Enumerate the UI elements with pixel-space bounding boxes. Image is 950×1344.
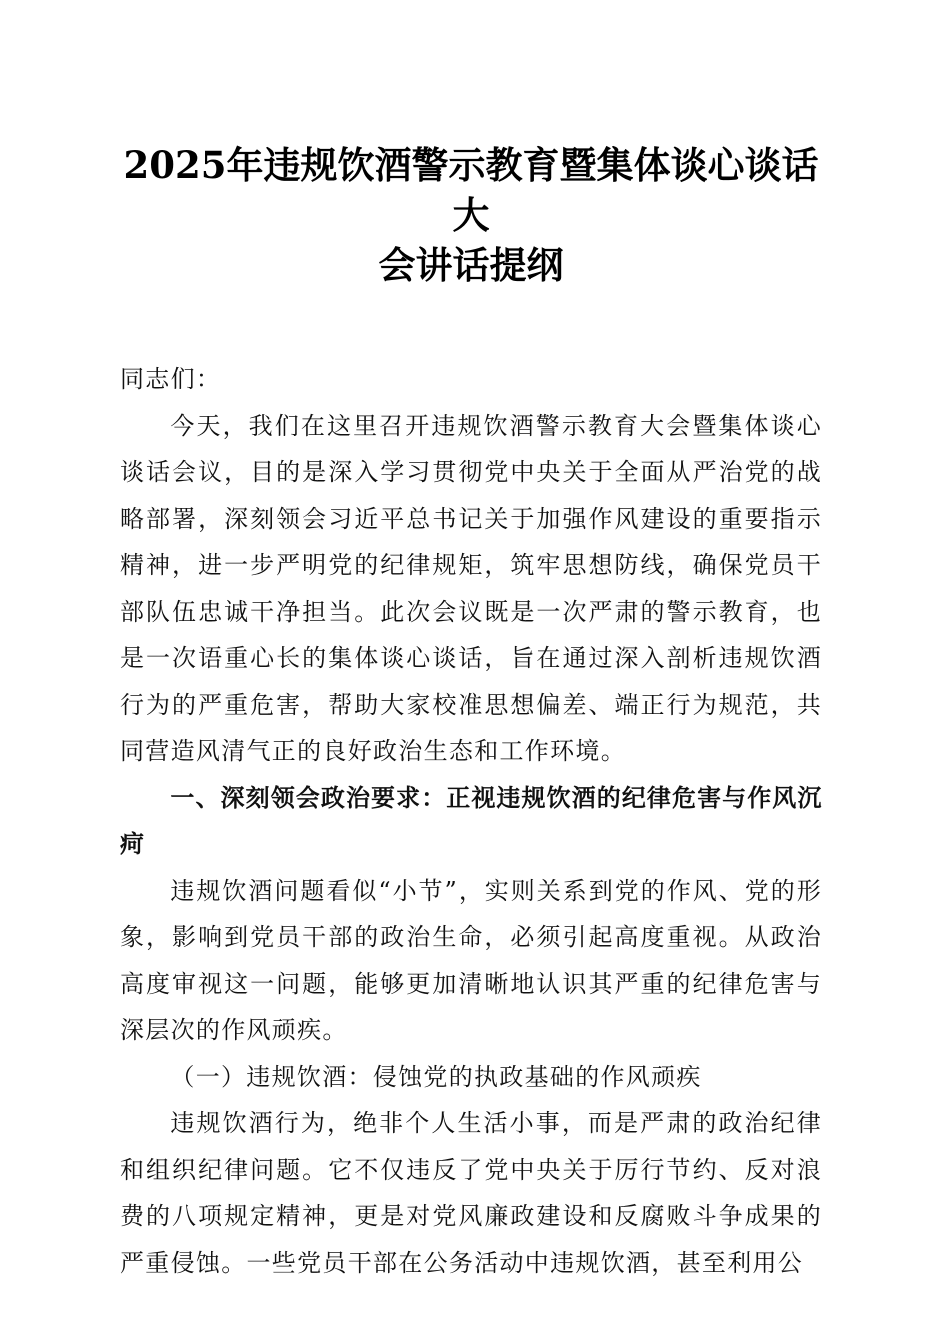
title-line-1: 2025年违规饮酒警示教育暨集体谈心谈话大 xyxy=(123,143,819,237)
section-1-paragraph: 违规饮酒问题看似“小节”，实则关系到党的作风、党的形象，影响到党员干部的政治生命，必须引起高度重视。从政治高度审视这一问题，能够更加清晰地认识其严重的纪律危害与深层次的作风顽疾。 xyxy=(120,876,822,1044)
document-title xyxy=(120,140,822,290)
subsection-heading-1: （一）违规饮酒：侵蚀党的执政基础的作风顽疾 xyxy=(170,1062,702,1091)
intro-paragraph: 今天，我们在这里召开违规饮酒警示教育大会暨集体谈心谈话会议，目的是深入学习贯彻党中央关于全面从严治党的战略部署，深刻领会习近平总书记关于加强作风建设的重要指示精神，进一步严明党的纪律规矩，筑牢思想防线，确保党员干部队伍忠诚干净担当。此次会议既是一次严肃的警示教育，也是一次语重心长的集体谈心谈话，旨在通过深入剖析违规饮酒行为的严重危害，帮助大家校准思想偏差、端正行为规范，共同营造风清气正的良好政治生态和工作环境。 xyxy=(120,411,822,765)
section-heading-1: 一、深刻领会政治要求：正视违规饮酒的纪律危害与作风沉疴 xyxy=(120,783,822,858)
subsection-1-paragraph: 违规饮酒行为，绝非个人生活小事，而是严肃的政治纪律和组织纪律问题。它不仅违反了党中央关于厉行节约、反对浪费的八项规定精神，更是对党风廉政建设和反腐败斗争成果的严重侵蚀。一些党员干部在公务活动中违规饮酒，甚至利用公 xyxy=(120,1109,822,1277)
title-spacer xyxy=(120,290,822,356)
salutation: 同志们： xyxy=(120,365,222,393)
title-line-2: 会讲话提纲 xyxy=(378,243,564,287)
